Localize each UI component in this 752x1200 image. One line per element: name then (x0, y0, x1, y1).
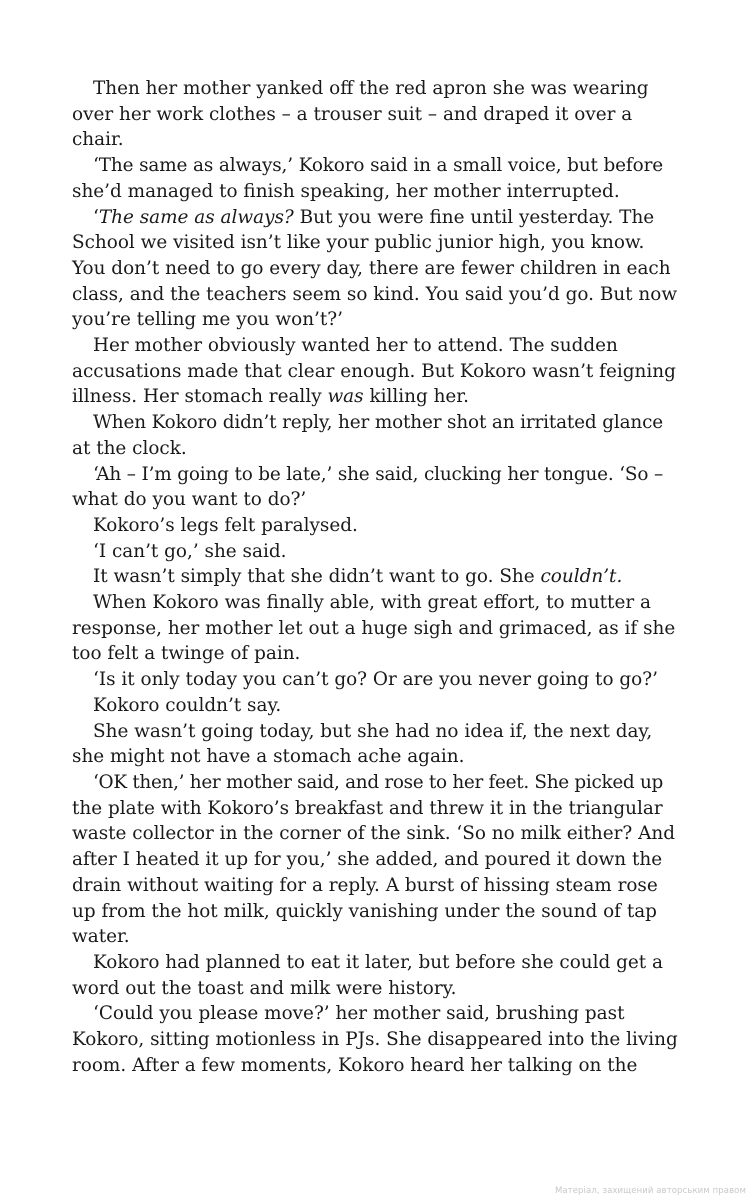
text-line: chair. (72, 129, 124, 151)
text-line: up from the hot milk, quickly vanishing under the sound of tap (72, 900, 657, 922)
text-line: she might not have a stomach ache again. (72, 746, 465, 768)
text-line: Then her mother yanked off the red apron she was wearing (93, 78, 649, 99)
text-line: waste collector in the corner of the sink. ‘So no milk either? And (72, 823, 676, 845)
paragraph-3 (72, 205, 684, 334)
text-line: ‘Could you please move?’ her mother said, brushing past (93, 1003, 625, 1025)
text-line: response, her mother let out a huge sigh and grimaced, as if she (72, 617, 676, 639)
text-line: the plate with Kokoro’s breakfast and threw it in the triangular (72, 797, 663, 819)
text-line: accusations made that clear enough. But Kokoro wasn’t feigning (72, 360, 676, 382)
paragraph-13 (72, 719, 684, 770)
paragraph-2 (72, 153, 684, 204)
text-line: Kokoro’s legs felt paralysed. (93, 514, 358, 536)
paragraph-14 (72, 770, 684, 950)
text-line: You don’t need to go every day, there are fewer children in each (72, 257, 671, 279)
paragraph-16 (72, 1001, 684, 1078)
text-line: ‘Ah – I’m going to be late,’ she said, clucking her tongue. ‘So – (93, 463, 663, 485)
text-line: you’re telling me you won’t?’ (72, 309, 343, 331)
text-line: she’d managed to finish speaking, her mother interrupted. (72, 180, 620, 202)
text-line: ‘The same as always? But you were fine until yesterday. The (93, 206, 655, 228)
paragraph-6 (72, 462, 684, 513)
paragraph-15 (72, 950, 684, 1001)
text-line: what do you want to do?’ (72, 489, 307, 511)
paragraph-4 (72, 333, 684, 410)
text-line: Her mother obviously wanted her to attend. The sudden (93, 335, 618, 357)
text-line: School we visited isn’t like your public junior high, you know. (72, 232, 645, 254)
text-line: drain without waiting for a reply. A burst of hissing steam rose (72, 874, 658, 896)
text-line: It wasn’t simply that she didn’t want to go. She couldn’t. (93, 566, 623, 588)
text-line: Kokoro couldn’t say. (93, 694, 282, 716)
text-line: room. After a few moments, Kokoro heard her talking on the (72, 1054, 638, 1076)
emphasis: couldn’t. (540, 566, 623, 588)
paragraph-7 (72, 513, 684, 539)
paragraph-11 (72, 667, 684, 693)
text-line: word out the toast and milk were history. (72, 977, 457, 999)
text-line: Kokoro, sitting motionless in PJs. She disappeared into the living (72, 1029, 678, 1051)
paragraph-1 (72, 76, 684, 153)
text-line: ‘OK then,’ her mother said, and rose to her feet. She picked up (93, 771, 663, 793)
copyright-watermark: Матеріал, захищений авторським правом (554, 1186, 746, 1196)
emphasis: The same as always? (98, 206, 294, 228)
paragraph-12 (72, 693, 684, 719)
text-line: When Kokoro didn’t reply, her mother shot an irritated glance (93, 412, 663, 434)
text-line: When Kokoro was finally able, with great effort, to mutter a (93, 592, 651, 614)
text-line: illness. Her stomach really was killing her. (72, 386, 469, 408)
text-line: class, and the teachers seem so kind. You said you’d go. But now (72, 283, 678, 305)
text-line: ‘I can’t go,’ she said. (93, 540, 287, 562)
text-line: at the clock. (72, 437, 187, 459)
text-line: ‘Is it only today you can’t go? Or are you never going to go?’ (93, 669, 658, 691)
text-line: too felt a twinge of pain. (72, 643, 301, 665)
paragraph-8 (72, 539, 684, 565)
text-line: Kokoro had planned to eat it later, but before she could get a (93, 951, 663, 973)
text-line: over her work clothes – a trouser suit – and draped it over a (72, 103, 633, 125)
text-line: She wasn’t going today, but she had no idea if, the next day, (93, 720, 653, 742)
paragraph-10 (72, 590, 684, 667)
text-line: after I heated it up for you,’ she added, and poured it down the (72, 849, 663, 871)
book-page (72, 76, 684, 1078)
paragraph-9 (72, 564, 684, 590)
text-line: water. (72, 926, 130, 948)
paragraph-5 (72, 410, 684, 461)
text-line: ‘The same as always,’ Kokoro said in a small voice, but before (93, 155, 663, 177)
emphasis: was (327, 386, 364, 408)
